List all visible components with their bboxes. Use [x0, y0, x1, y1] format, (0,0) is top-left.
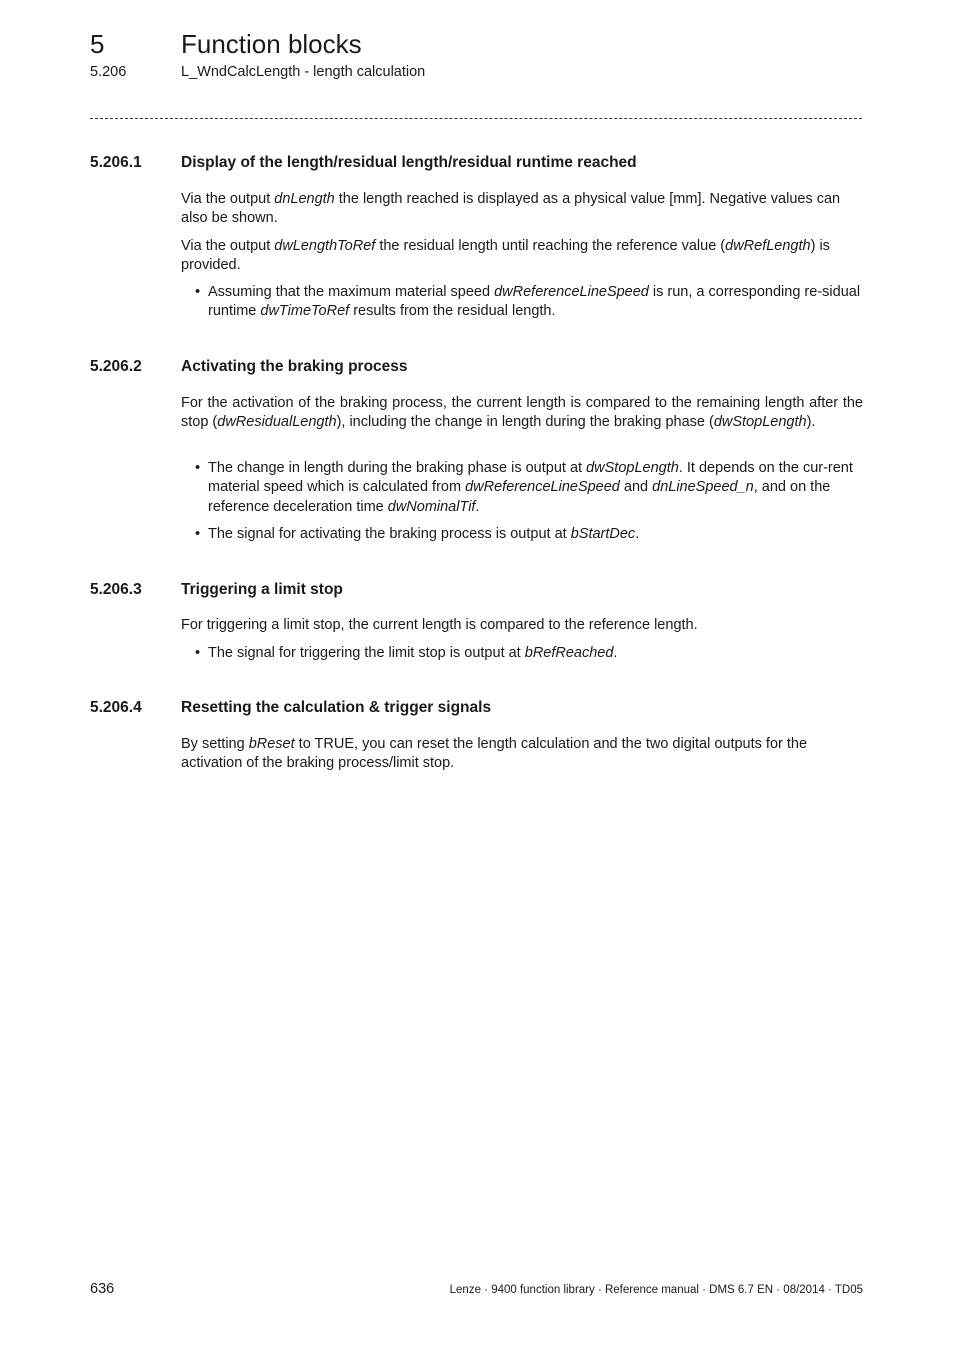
subsection-3-paragraph-1: For triggering a limit stop, the current length is compared to the reference length. [181, 617, 698, 633]
subsection-3-bullet-1: The signal for triggering the limit stop is output at bRefReached. [208, 645, 618, 661]
subsection-1-number: 5.206.1 [90, 154, 142, 171]
subsection-2-bullet-2: The signal for activating the braking process is output at bStartDec. [208, 526, 640, 542]
subsection-4-title: Resetting the calculation & trigger signals [181, 699, 492, 716]
chapter-title: Function blocks [181, 29, 362, 59]
bullet-marker: • [195, 526, 201, 542]
subsection-1-bullet-1: Assuming that the maximum material speed dwReferenceLineSpeed is run, a corresponding re-sidual runtime dwTimeToRef results from the residual length. [208, 284, 861, 320]
subsection-3-number: 5.206.3 [90, 581, 142, 598]
subsection-2-number: 5.206.2 [90, 358, 142, 375]
chapter-number: 5 [90, 29, 105, 59]
header-divider [90, 118, 862, 119]
bullet-marker: • [195, 284, 201, 300]
subsection-1-title: Display of the length/residual length/residual runtime reached [181, 154, 637, 171]
page-number: 636 [90, 1281, 115, 1297]
bullet-marker: • [195, 460, 201, 476]
section-title: L_WndCalcLength - length calculation [181, 64, 426, 80]
bullet-marker: • [195, 645, 201, 661]
subsection-3-title: Triggering a limit stop [181, 581, 343, 598]
subsection-2-title: Activating the braking process [181, 358, 408, 375]
subsection-4-number: 5.206.4 [90, 699, 142, 716]
subsection-1-paragraph-1: Via the output dnLength the length reached is displayed as a physical value [mm]. Negative values can also be shown. [181, 191, 841, 227]
subsection-2-bullet-1: The change in length during the braking phase is output at dwStopLength. It depends on the cur-rent material speed which is calculated from dwReferenceLineSpeed and dnLineSpeed_n, and on the reference deceleration time dwNominalTif. [208, 460, 853, 515]
section-number: 5.206 [90, 64, 127, 80]
subsection-4-paragraph-1: By setting bReset to TRUE, you can reset the length calculation and the two digital outputs for the activation of the braking process/limit stop. [181, 736, 808, 772]
subsection-1-paragraph-2: Via the output dwLengthToRef the residual length until reaching the reference value (dwRefLength) is provided. [181, 238, 830, 274]
subsection-2-paragraph-1: For the activation of the braking process, the current length is compared to the remaining length after the stop (dwResidualLength), including the change in length during the braking phase (dwStopLength). [181, 395, 863, 431]
footer-text: Lenze · 9400 function library · Reference manual · DMS 6.7 EN · 08/2014 · TD05 [449, 1284, 863, 1296]
